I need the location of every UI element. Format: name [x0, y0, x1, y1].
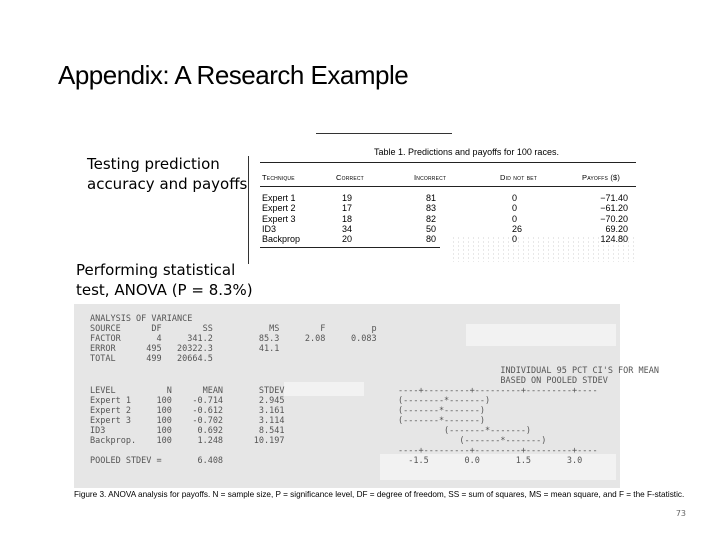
label-line: Performing statistical	[76, 261, 236, 279]
table-cell: Expert 2	[262, 203, 296, 214]
table-column	[342, 193, 352, 244]
table-cell: Backprop	[262, 234, 301, 245]
table-cell: 0	[512, 234, 518, 245]
table-cell: 0	[512, 193, 518, 203]
scan-shade	[466, 324, 616, 346]
figure-caption: Figure 3. ANOVA analysis for payoffs. N = sample size, P = significance level, DF = degree of freedom, SS = sum of squares, MS = mean square, and F = the F-statistic.	[74, 490, 685, 499]
table-header-cell: Payoffs ($)	[582, 173, 621, 182]
table-cell: 18	[342, 213, 353, 224]
table-cell: −61.20	[600, 203, 628, 214]
table-cell: 0	[512, 213, 518, 224]
scan-shade	[284, 382, 364, 396]
anova-table-text: ANALYSIS OF VARIANCE SOURCE DF SS MS F p FACTOR 4 341.2 85.3 2.08 0.083 ERROR 495 20322.3 41.1 TOTAL 499 20664.5	[90, 314, 377, 364]
table-cell: 69.20	[605, 223, 628, 234]
vertical-divider	[248, 156, 249, 264]
table-caption: Table 1. Predictions and payoffs for 100 races.	[374, 147, 559, 157]
table-cell: 82	[426, 213, 437, 224]
table-cell: 26	[512, 223, 523, 234]
table-cell: 81	[426, 193, 437, 203]
label-line: test, ANOVA (P = 8.3%)	[76, 281, 253, 299]
table-cell: 80	[426, 234, 437, 245]
table-cell: 17	[342, 203, 353, 214]
table-rule	[260, 186, 636, 187]
label-prediction-accuracy	[87, 154, 247, 194]
table-column	[426, 193, 436, 244]
table-cell: 0	[512, 203, 518, 214]
scan-noise	[451, 236, 636, 262]
table-cell: Expert 1	[262, 193, 296, 203]
table-cell: 124.80	[600, 234, 628, 245]
table-cell: 83	[426, 203, 437, 214]
anova-means-text: LEVEL N MEAN STDEV Expert 1 100 -0.714 2.945 Expert 2 100 -0.612 3.161 Expert 3 100 -0.702 3.114 ID3 100 0.692 8.541 Backprop. 100 1.248 10.197 POOLED STDEV = 6.408	[90, 386, 285, 466]
table-header-cell: Incorrect	[414, 173, 447, 182]
table-cell: ID3	[262, 223, 277, 234]
table-header-cell: Correct	[336, 173, 364, 182]
label-statistical-test	[76, 260, 253, 300]
table-cell: −70.20	[600, 213, 628, 224]
divider-line	[316, 133, 452, 134]
table-header-cell: Technique	[262, 173, 295, 182]
table-cell: −71.40	[600, 193, 628, 203]
label-line: Testing prediction	[87, 155, 220, 173]
table-cell: 19	[342, 193, 353, 203]
table-rule	[260, 247, 440, 248]
label-line: accuracy and payoffs	[87, 175, 248, 193]
table-cell: 34	[342, 223, 353, 234]
table-rule	[260, 162, 636, 163]
table-column	[262, 193, 300, 244]
page-number: 73	[675, 509, 686, 518]
table-cell: 50	[426, 223, 437, 234]
table-cell: 20	[342, 234, 353, 245]
anova-output-panel	[74, 304, 659, 488]
table-cell: Expert 3	[262, 213, 296, 224]
table-header-cell: Did not bet	[500, 173, 538, 182]
anova-ci-text: INDIVIDUAL 95 PCT CI'S FOR MEAN BASED ON POOLED STDEV ----+---------+---------+---------+---- (--------*-------) (-------*-------) (-------*-------) (-------*-------) (-------*-------) ----+---------+---------+---------+---- -1.5 0.0 1.5 3.0	[398, 366, 659, 466]
predictions-payoffs-table	[256, 144, 640, 264]
slide-title: Appendix: A Research Example	[58, 60, 409, 90]
